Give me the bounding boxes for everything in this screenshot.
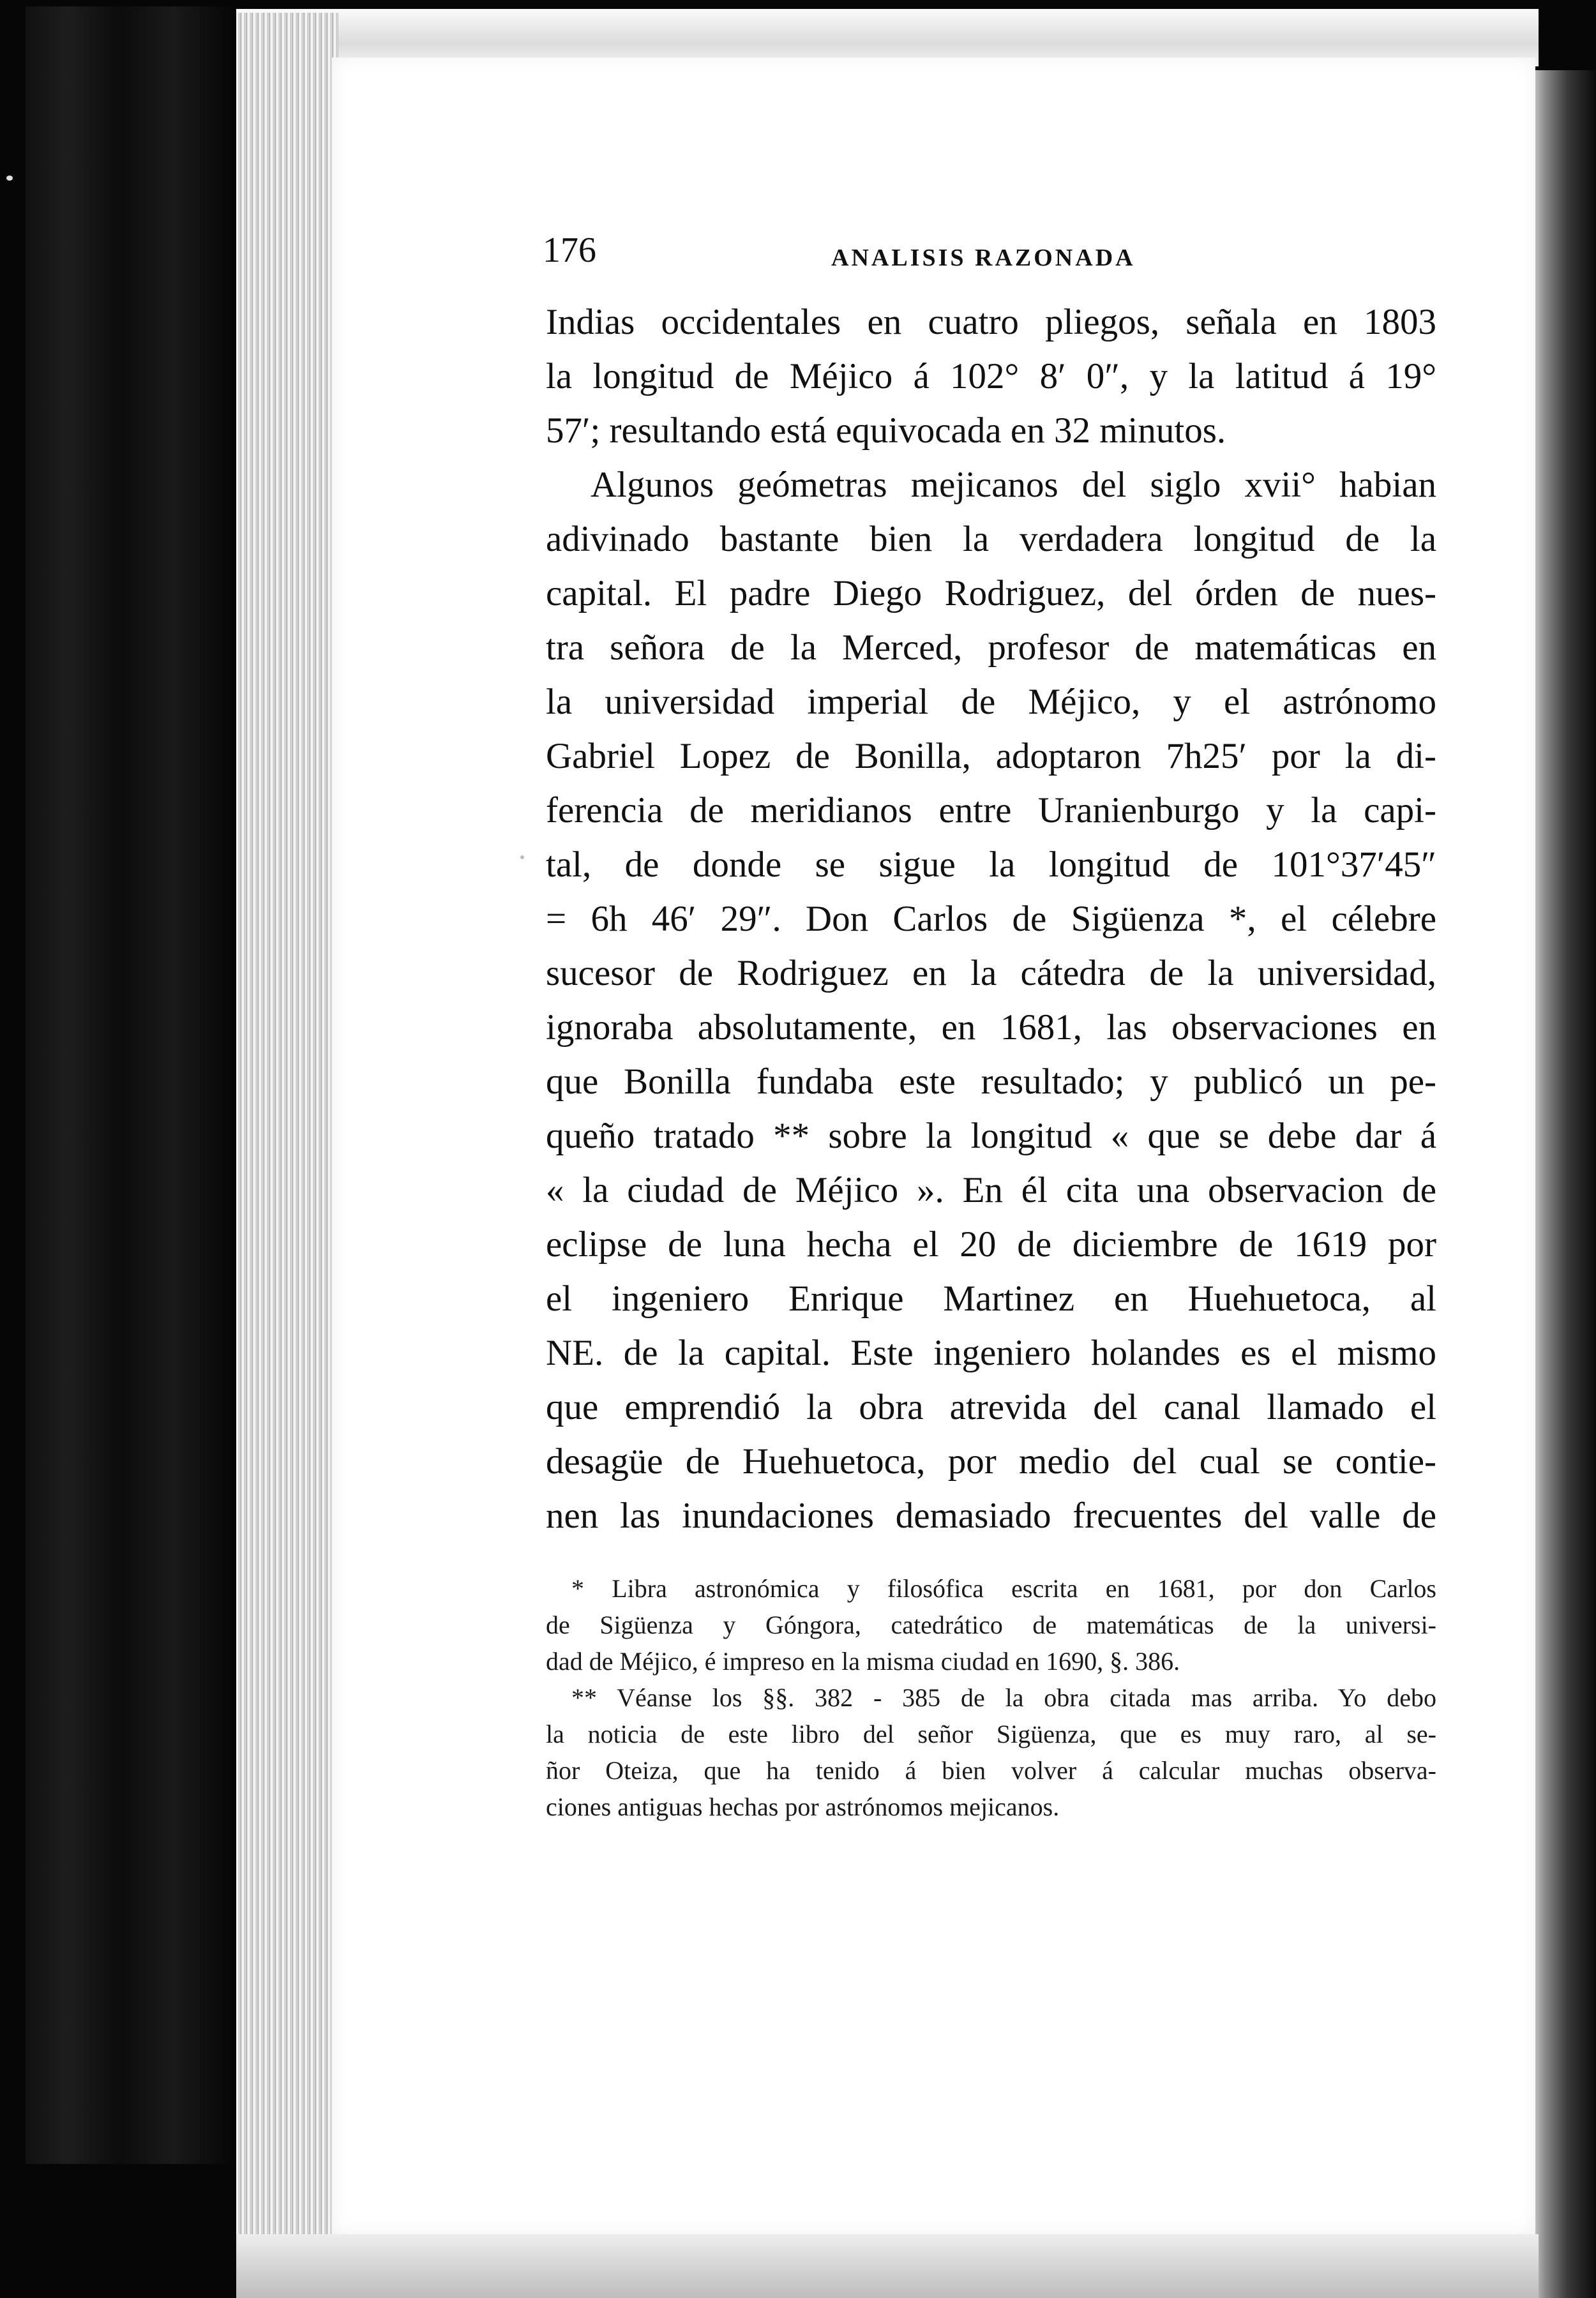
text-line: ignoraba absolutamente, en 1681, las observaciones en bbox=[546, 1007, 1436, 1048]
footnote-line: de Sigüenza y Góngora, catedrático de matemáticas de la universi- bbox=[546, 1611, 1436, 1639]
footnotes bbox=[546, 1570, 1436, 1825]
book-cover-edge bbox=[26, 6, 236, 2164]
text-line: el ingeniero Enrique Martinez en Huehuetoca, al bbox=[546, 1279, 1436, 1319]
text-line: 57′; resultando está equivocada en 32 minutos. bbox=[546, 410, 1226, 451]
scan-speck bbox=[520, 855, 524, 859]
text-line: « la ciudad de Méjico ». En él cita una observacion de bbox=[546, 1170, 1436, 1210]
text-line: Algunos geómetras mejicanos del siglo xvii° habian bbox=[591, 465, 1436, 505]
text-line: que Bonilla fundaba este resultado; y publicó un pe- bbox=[546, 1062, 1436, 1102]
book-right-edge bbox=[1532, 70, 1596, 2298]
page-bottom-edge bbox=[236, 2234, 1539, 2298]
page-number: 176 bbox=[543, 230, 596, 270]
text-line: = 6h 46′ 29″. Don Carlos de Sigüenza *, el célebre bbox=[546, 899, 1436, 939]
footnote-line: ciones antiguas hechas por astrónomos mejicanos. bbox=[546, 1792, 1060, 1821]
text-line: NE. de la capital. Este ingeniero holandes es el mismo bbox=[546, 1333, 1436, 1373]
main-text bbox=[546, 295, 1436, 1543]
text-line: nen las inundaciones demasiado frecuentes del valle de bbox=[546, 1496, 1436, 1536]
scan-speck bbox=[6, 176, 13, 181]
footnote-line: * Libra astronómica y filosófica escrita en 1681, por don Carlos bbox=[571, 1574, 1436, 1603]
text-line: queño tratado ** sobre la longitud « que se debe dar á bbox=[546, 1116, 1436, 1156]
text-line: Gabriel Lopez de Bonilla, adoptaron 7h25′ por la di- bbox=[546, 736, 1436, 776]
text-line: la longitud de Méjico á 102° 8′ 0″, y la latitud á 19° bbox=[546, 356, 1436, 396]
text-line: que emprendió la obra atrevida del canal llamado el bbox=[546, 1387, 1436, 1427]
footnote-line: ñor Oteiza, que ha tenido á bien volver á calcular muchas observa- bbox=[546, 1756, 1436, 1785]
footnote-line: ** Véanse los §§. 382 - 385 de la obra citada mas arriba. Yo debo bbox=[571, 1683, 1436, 1712]
text-line: ferencia de meridianos entre Uranienburgo y la capi- bbox=[546, 790, 1436, 830]
footnote-line: dad de Méjico, é impreso en la misma ciudad en 1690, §. 386. bbox=[546, 1647, 1180, 1676]
text-line: tal, de donde se sigue la longitud de 101°37′45″ bbox=[546, 845, 1436, 885]
page-header bbox=[543, 230, 1436, 281]
text-line: adivinado bastante bien la verdadera longitud de la bbox=[546, 519, 1436, 559]
text-line: la universidad imperial de Méjico, y el astrónomo bbox=[546, 682, 1436, 722]
footnote-line: la noticia de este libro del señor Sigüenza, que es muy raro, al se- bbox=[546, 1720, 1436, 1748]
text-line: eclipse de luna hecha el 20 de diciembre de 1619 por bbox=[546, 1224, 1436, 1265]
running-head: ANALISIS RAZONADA bbox=[831, 244, 1136, 271]
text-line: tra señora de la Merced, profesor de matemáticas en bbox=[546, 627, 1436, 668]
text-line: desagüe de Huehuetoca, por medio del cual se contie- bbox=[546, 1441, 1436, 1482]
page-stack-edges bbox=[236, 13, 338, 2260]
text-line: capital. El padre Diego Rodriguez, del órden de nues- bbox=[546, 573, 1436, 613]
text-line: Indias occidentales en cuatro pliegos, señala en 1803 bbox=[546, 302, 1436, 342]
text-line: sucesor de Rodriguez en la cátedra de la universidad, bbox=[546, 953, 1436, 993]
